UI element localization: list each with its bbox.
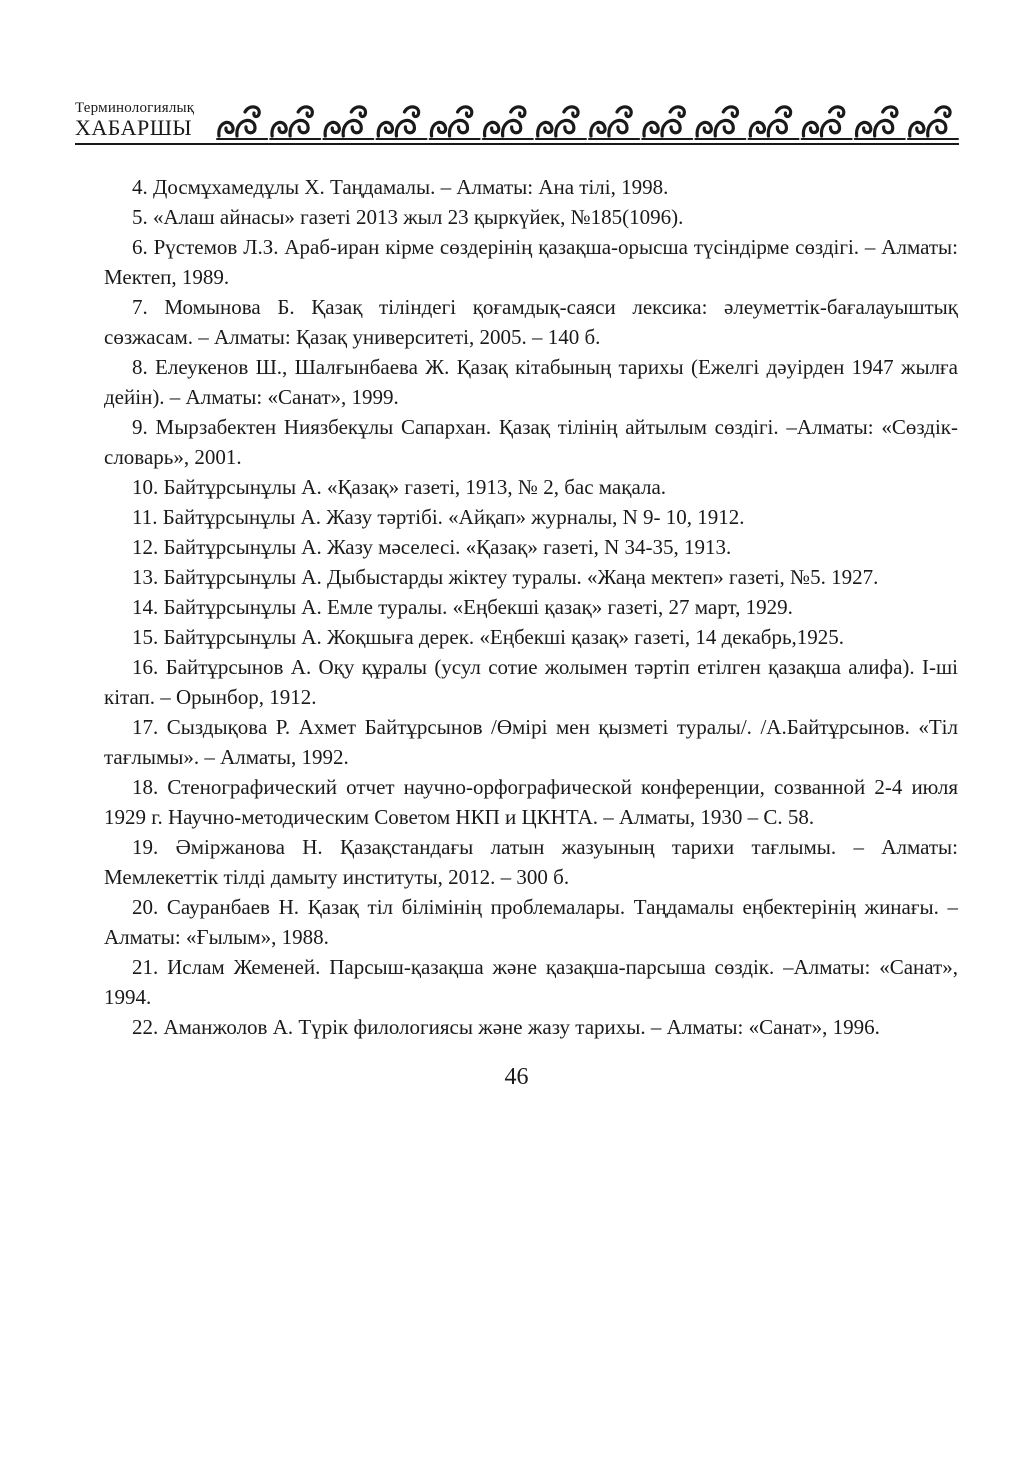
reference-item: 17. Сыздықова Р. Ахмет Байтұрсынов /Өмірі мен қызметі туралы/. /А.Байтұрсынов. «Тіл тағлымы». – Алматы, 1992. <box>104 715 958 769</box>
reference-item: 8. Елеукенов Ш., Шалғынбаева Ж. Қазақ кітабының тарихы (Ежелгі дәуірден 1947 жылға дейін). – Алматы: «Санат», 1999. <box>104 355 958 409</box>
reference-item: 12. Байтұрсынұлы А. Жазу мәселесі. «Қазақ» газеті, N 34-35, 1913. <box>132 535 732 559</box>
reference-item: 4. Досмұхамедұлы Х. Таңдамалы. – Алматы: Ана тілі, 1998. <box>132 175 669 199</box>
ornament-motif <box>483 107 533 139</box>
ornament-motif <box>270 107 320 139</box>
reference-item: 19. Әміржанова Н. Қазақстандағы латын жазуының тарихи тағлымы. – Алматы: Мемлекеттік тілді дамыту институты, 2012. – 300 б. <box>104 835 958 889</box>
reference-item: 9. Мырзабектен Ниязбекұлы Сапархан. Қазақ тілінің айтылым сөздігі. –Алматы: «Сөздік-словарь», 2001. <box>104 415 958 469</box>
journal-title-big: ХАБАРШЫ <box>75 115 193 140</box>
ornament-motif <box>695 107 745 139</box>
ornament-motif <box>323 107 373 139</box>
ornament-motif <box>536 107 586 139</box>
reference-item: 6. Рүстемов Л.З. Араб-иран кірме сөздерінің қазақша-орысша түсіндірме сөздігі. – Алматы: Мектеп, 1989. <box>104 235 958 289</box>
reference-item: 11. Байтұрсынұлы А. Жазу тәртібі. «Айқап» журналы, N 9- 10, 1912. <box>132 505 745 529</box>
reference-item: 5. «Алаш айнасы» газеті 2013 жыл 23 қыркүйек, №185(1096). <box>132 205 684 229</box>
ornament-motif <box>430 107 480 139</box>
reference-item: 21. Ислам Жеменей. Парсыш-қазақша және қазақша-парсыша сөздік. –Алматы: «Санат», 1994. <box>104 955 958 1009</box>
ornament-motif <box>589 107 639 139</box>
reference-item: 22. Аманжолов А. Түрік филологиясы және жазу тарихы. – Алматы: «Санат», 1996. <box>132 1015 880 1039</box>
ornament-motif <box>855 107 905 139</box>
reference-item: 20. Сауранбаев Н. Қазақ тіл білімінің проблемалары. Таңдамалы еңбектерінің жинағы. – Алматы: «Ғылым», 1988. <box>104 895 958 949</box>
reference-item: 14. Байтұрсынұлы А. Емле туралы. «Еңбекші қазақ» газеті, 27 март, 1929. <box>132 595 793 619</box>
reference-item: 18. Стенографический отчет научно-орфографической конференции, созванной 2-4 июля 1929 г. Научно-методическим Советом НКП и ЦКНТА. – Алматы, 1930 – С. 58. <box>104 775 958 829</box>
kazakh-ornament-border-icon <box>215 98 959 142</box>
reference-list <box>104 172 958 1042</box>
ornament-motif <box>802 107 852 139</box>
reference-item: 15. Байтұрсынұлы А. Жоқшыға дерек. «Еңбекші қазақ» газеті, 14 декабрь,1925. <box>132 625 845 649</box>
ornament-motif <box>642 107 692 139</box>
ornament-motif <box>748 107 798 139</box>
header-rule <box>75 143 959 145</box>
reference-item: 16. Байтұрсынов А. Оқу құралы (усул сотие жолымен тәртіп етілген қазақша алифа). I-ші кітап. – Орынбор, 1912. <box>104 655 958 709</box>
ornament-motif <box>376 107 426 139</box>
page-number: 46 <box>504 1064 529 1090</box>
reference-item: 10. Байтұрсынұлы А. «Қазақ» газеті, 1913, № 2, бас мақала. <box>132 475 667 499</box>
reference-item: 13. Байтұрсынұлы А. Дыбыстарды жіктеу туралы. «Жаңа мектеп» газеті, №5. 1927. <box>132 565 879 589</box>
ornament-motif <box>217 107 267 139</box>
journal-title-small: Терминологиялық <box>75 100 195 116</box>
ornament-motif <box>908 107 958 139</box>
reference-item: 7. Момынова Б. Қазақ тіліндегі қоғамдық-саяси лексика: әлеуметтік-бағалауыштық сөзжасам. – Алматы: Қазақ университеті, 2005. – 140 б. <box>104 295 958 349</box>
page-header <box>75 98 959 148</box>
